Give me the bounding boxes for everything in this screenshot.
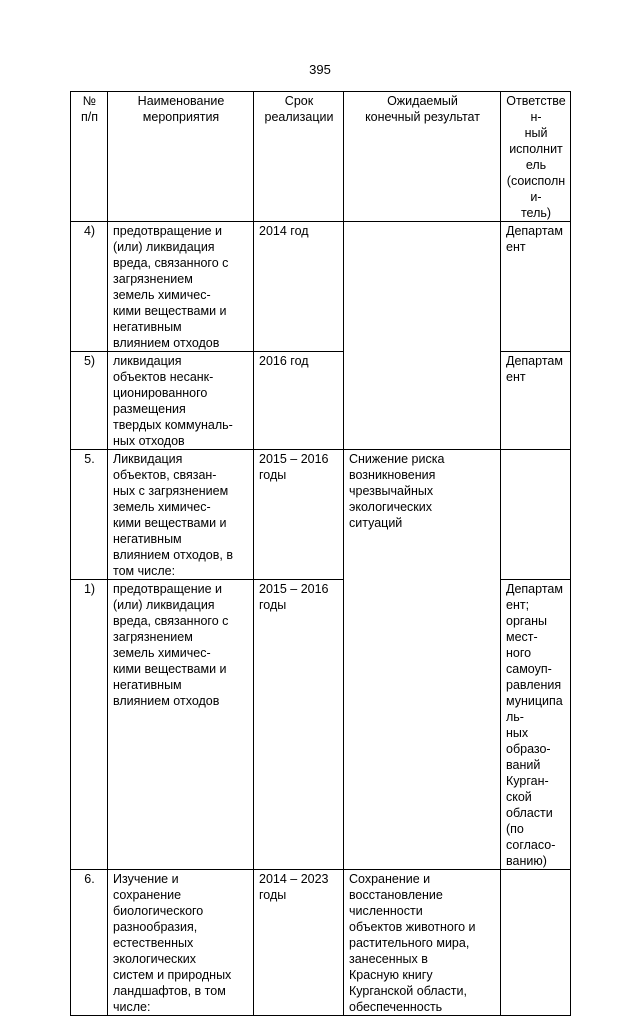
- row-expected-result: [344, 222, 501, 352]
- row-executor: Департамент: [501, 352, 571, 450]
- row-executor: [501, 870, 571, 1016]
- row-number: 4): [71, 222, 108, 352]
- row-expected-result: Сохранение и восстановление численности объектов животного и растительного мира, занесенных в Красную книгу Курганской области, обеспеченность: [344, 870, 501, 1016]
- header-number: № п/п: [71, 92, 108, 222]
- row-measure-name: предотвращение и (или) ликвидация вреда, связанного с загрязнением земель химичес- кими веществами и негативным влиянием отходов: [108, 580, 254, 870]
- row-term: 2014 – 2023 годы: [254, 870, 344, 1016]
- row-expected-result: Снижение риска возникновения чрезвычайных экологических ситуаций: [344, 450, 501, 580]
- row-term: 2015 – 2016 годы: [254, 580, 344, 870]
- table-row: [71, 352, 571, 450]
- page-number: 395: [309, 62, 331, 77]
- row-term: 2015 – 2016 годы: [254, 450, 344, 580]
- table-row: [71, 580, 571, 870]
- row-measure-name: предотвращение и (или) ликвидация вреда, связанного с загрязнением земель химичес- кими веществами и негативным влиянием отходов: [108, 222, 254, 352]
- header-measure-name: Наименование мероприятия: [108, 92, 254, 222]
- row-measure-name: Изучение и сохранение биологического разнообразия, естественных экологических систем и природных ландшафтов, в том числе:: [108, 870, 254, 1016]
- row-measure-name: Ликвидация объектов, связан- ных с загрязнением земель химичес- кими веществами и негативным влиянием отходов, в том числе:: [108, 450, 254, 580]
- row-executor: Департамент; органы мест- ного самоуп- равления муниципаль- ных образо- ваний Курган- ской области (по согласо- ванию): [501, 580, 571, 870]
- row-expected-result: [344, 352, 501, 450]
- table-header-row: [71, 92, 571, 222]
- measures-table: [70, 91, 571, 1016]
- table-row: [71, 870, 571, 1016]
- row-term: 2014 год: [254, 222, 344, 352]
- table-row: [71, 450, 571, 580]
- row-number: 1): [71, 580, 108, 870]
- row-term: 2016 год: [254, 352, 344, 450]
- header-term: Срок реализации: [254, 92, 344, 222]
- row-number: 6.: [71, 870, 108, 1016]
- row-executor: [501, 450, 571, 580]
- row-expected-result: [344, 580, 501, 870]
- table-row: [71, 222, 571, 352]
- header-expected-result: Ожидаемый конечный результат: [344, 92, 501, 222]
- row-number: 5): [71, 352, 108, 450]
- row-executor: Департамент: [501, 222, 571, 352]
- row-measure-name: ликвидация объектов несанк- ционированного размещения твердых коммуналь- ных отходов: [108, 352, 254, 450]
- header-responsible-executor: Ответствен- ный исполнитель (соисполни- тель): [501, 92, 571, 222]
- row-number: 5.: [71, 450, 108, 580]
